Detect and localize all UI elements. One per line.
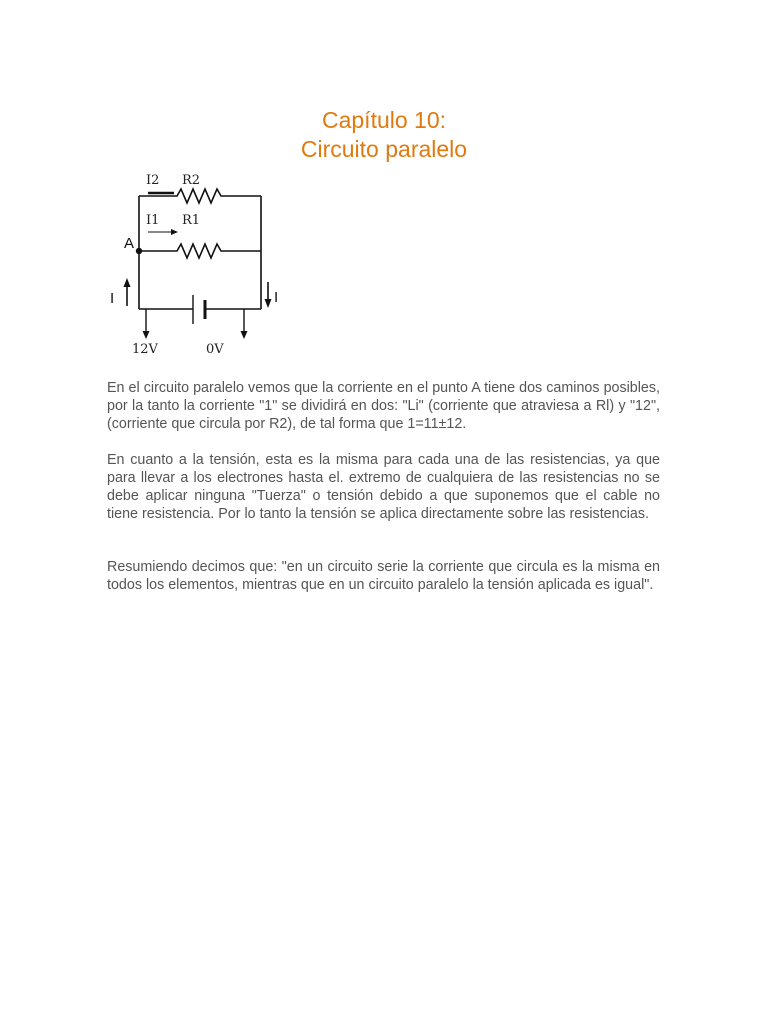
paragraph-voltage-explanation: En cuanto a la tensión, esta es la misma para cada una de las resistencias, ya que para llevar a los electrones hasta el. extremo de cualquiera de las resistencias no se debe aplicar ninguna "Tuerza" o tensión debido a que suponemos que el cable no tiene resistencia. Por lo tanto la tensión se aplica directamente sobre las resistencias. [107, 452, 660, 522]
label-node-a: A [124, 235, 135, 252]
label-r2: R2 [182, 173, 201, 188]
label-i-right: I [274, 289, 279, 306]
label-i1: I1 [146, 213, 160, 228]
label-0v: 0V [206, 342, 224, 357]
paragraph-current-division: En el circuito paralelo vemos que la corriente en el punto A tiene dos caminos posibles, por la tanto la corriente "1" se dividirá en dos: "Li" (corriente que atraviesa a Rl) y "12", (corriente que circula por R2), de tal forma que 1=11±12. [107, 380, 660, 432]
label-i2: I2 [146, 173, 160, 188]
circuit-svg [104, 168, 288, 360]
label-12v: 12V [132, 342, 158, 357]
i-left-arrowhead [124, 278, 131, 287]
paragraph-summary: Resumiendo decimos que: "en un circuito serie la corriente que circula es la misma en todos los elementos, mientras que en un circuito paralelo la tensión aplicada es igual". [107, 559, 660, 593]
r2-resistor [139, 189, 261, 203]
node-a-dot [136, 248, 142, 254]
r1-resistor [139, 244, 261, 258]
terminal-0v-arrowhead [241, 331, 248, 339]
parallel-circuit-diagram [104, 168, 288, 360]
chapter-name: Circuito paralelo [300, 136, 468, 163]
i1-arrowhead [171, 229, 178, 235]
chapter-number: Capítulo 10: [321, 107, 447, 134]
i-right-arrowhead [265, 299, 272, 308]
terminal-12v-arrowhead [143, 331, 150, 339]
label-r1: R1 [182, 213, 201, 228]
label-i-left: I [110, 290, 115, 307]
chapter-title [0, 106, 768, 164]
